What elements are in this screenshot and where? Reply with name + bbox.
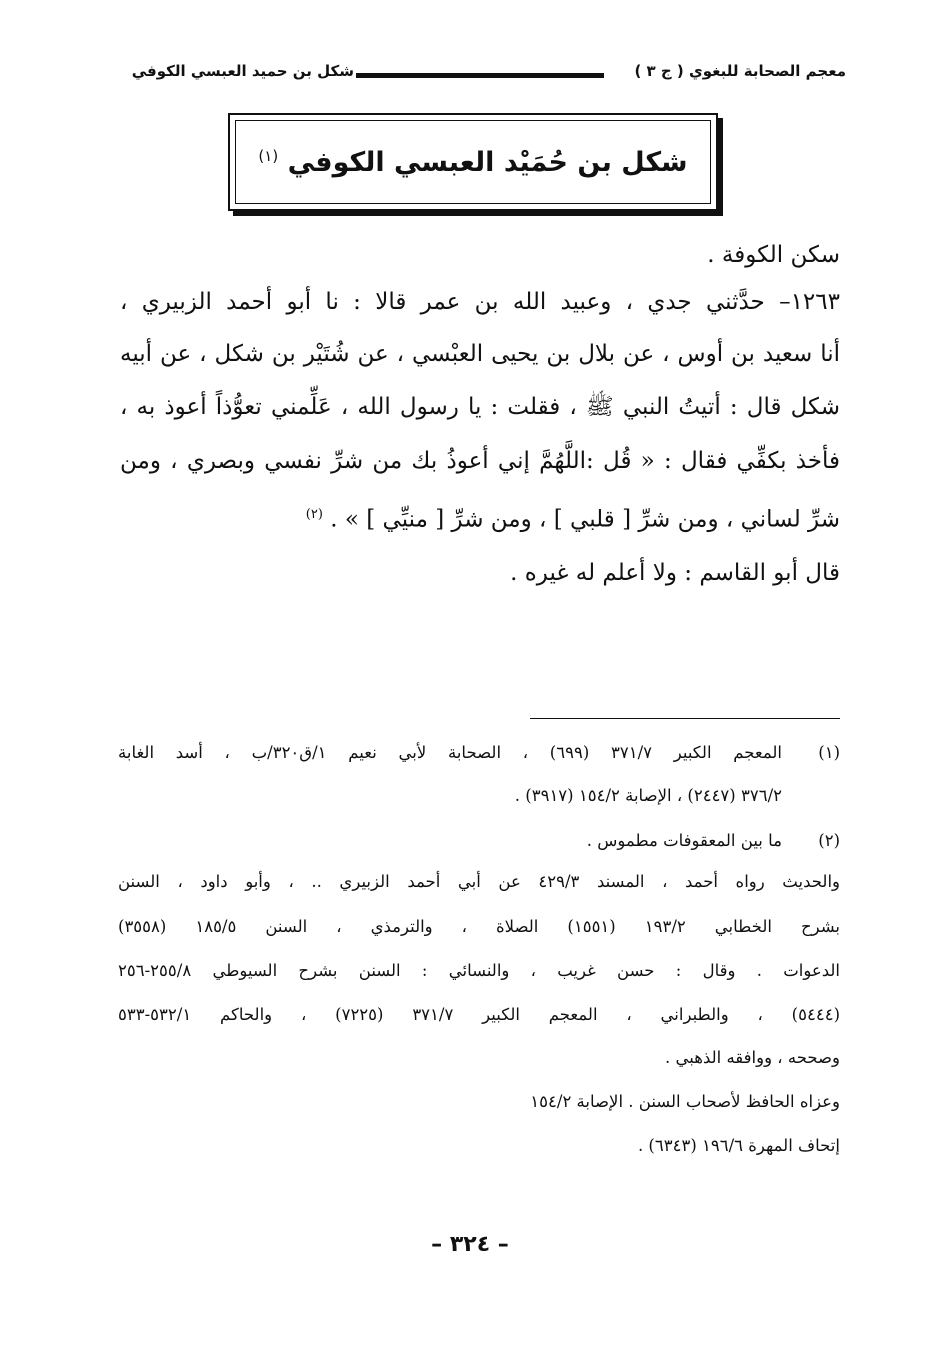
footnote-text: وصححه ، ووافقه الذهبي . bbox=[665, 1048, 840, 1067]
footnote-line-7 bbox=[118, 996, 840, 1034]
running-header-book-title: معجم الصحابة للبغوي ( ج ٣ ) bbox=[634, 62, 846, 80]
footnote-text: المعجم الكبير ٣٧١/٧ (٦٩٩) ، الصحابة لأبي نعيم ١/ق٣٢٠/ب ، أسد الغابة bbox=[118, 743, 782, 762]
footnote-text: إتحاف المهرة ١٩٦/٦ (٦٣٤٣) . bbox=[637, 1136, 840, 1155]
page-number: – ٣٢٤ – bbox=[431, 1232, 509, 1257]
body-line-6-footnote-ref: (٢) bbox=[305, 507, 323, 522]
running-header-entry-title: شكل بن حميد العبسي الكوفي bbox=[131, 62, 354, 80]
body-line-3: أنا سعيد بن أوس ، عن بلال بن يحيى العبْسي ، عن شُتَيْر بن شكل ، عن أبيه bbox=[120, 341, 840, 367]
body-line-6-text: شرِّ لساني ، ومن شرِّ [ قلبي ] ، ومن شرِّ [ منيِّي ] » . bbox=[330, 506, 840, 533]
footnote-text: بشرح الخطابي ١٩٣/٢ (١٥٥١) الصلاة ، والترمذي ، السنن ١٨٥/٥ (٣٥٥٨) bbox=[118, 917, 841, 936]
footnote-text: وعزاه الحافظ لأصحاب السنن . الإصابة ١٥٤/٢ bbox=[530, 1092, 840, 1111]
footnote-line-3 bbox=[118, 822, 840, 860]
footnote-line-6 bbox=[118, 952, 840, 990]
entry-title bbox=[258, 147, 687, 178]
body-line-4: شكل قال : أتيتُ النبي ﷺ ، فقلت : يا رسول الله ، عَلِّمني تعوُّذاً أعوذ به ، bbox=[120, 394, 840, 420]
body-line-2: ١٢٦٣– حدَّثني جدي ، وعبيد الله بن عمر قالا : نا أبو أحمد الزبيري ، bbox=[120, 289, 840, 315]
footnote-text: الدعوات . وقال : حسن غريب ، والنسائي : السنن بشرح السيوطي ٢٥٥/٨-٢٥٦ bbox=[118, 961, 840, 980]
footnote-separator bbox=[530, 718, 840, 719]
footnote-text: ما بين المعقوفات مطموس . bbox=[586, 831, 782, 850]
entry-title-footnote-ref: (١) bbox=[258, 146, 279, 165]
body-line-6 bbox=[120, 490, 840, 540]
body-line-1: سكن الكوفة . bbox=[707, 242, 840, 268]
body-line-7: قال أبو القاسم : ولا أعلم له غيره . bbox=[510, 560, 840, 586]
footnote-number: (٢) bbox=[818, 831, 840, 850]
entry-title-text: شكل بن حُمَيْد العبسي الكوفي bbox=[287, 146, 688, 178]
entry-title-inner-frame bbox=[235, 120, 711, 204]
footnote-line-8 bbox=[118, 1039, 840, 1077]
footnote-line-10 bbox=[118, 1127, 840, 1165]
footnote-text: ٣٧٦/٢ (٢٤٤٧) ، الإصابة ١٥٤/٢ (٣٩١٧) . bbox=[514, 786, 782, 805]
footnote-line-9 bbox=[118, 1083, 840, 1121]
footnote-line-1 bbox=[118, 734, 840, 772]
footnote-text: والحديث رواه أحمد ، المسند ٤٢٩/٣ عن أبي أحمد الزبيري .. ، وأبو داود ، السنن bbox=[118, 872, 840, 891]
header-rule bbox=[356, 73, 604, 78]
footnote-text: (٥٤٤٤) ، والطبراني ، المعجم الكبير ٣٧١/٧ (٧٢٢٥) ، والحاكم ٥٣٢/١-٥٣٣ bbox=[118, 1005, 841, 1024]
footnote-line-4 bbox=[118, 863, 840, 901]
footnote-line-5 bbox=[118, 908, 840, 946]
body-line-5: فأخذ بكفِّي فقال : « قُل :اللَّهُمَّ إني أعوذُ بك من شرِّ نفسي وبصري ، ومن bbox=[120, 448, 840, 474]
entry-title-frame bbox=[228, 113, 718, 211]
footnote-number: (١) bbox=[818, 743, 840, 762]
footnote-line-2 bbox=[118, 777, 840, 815]
